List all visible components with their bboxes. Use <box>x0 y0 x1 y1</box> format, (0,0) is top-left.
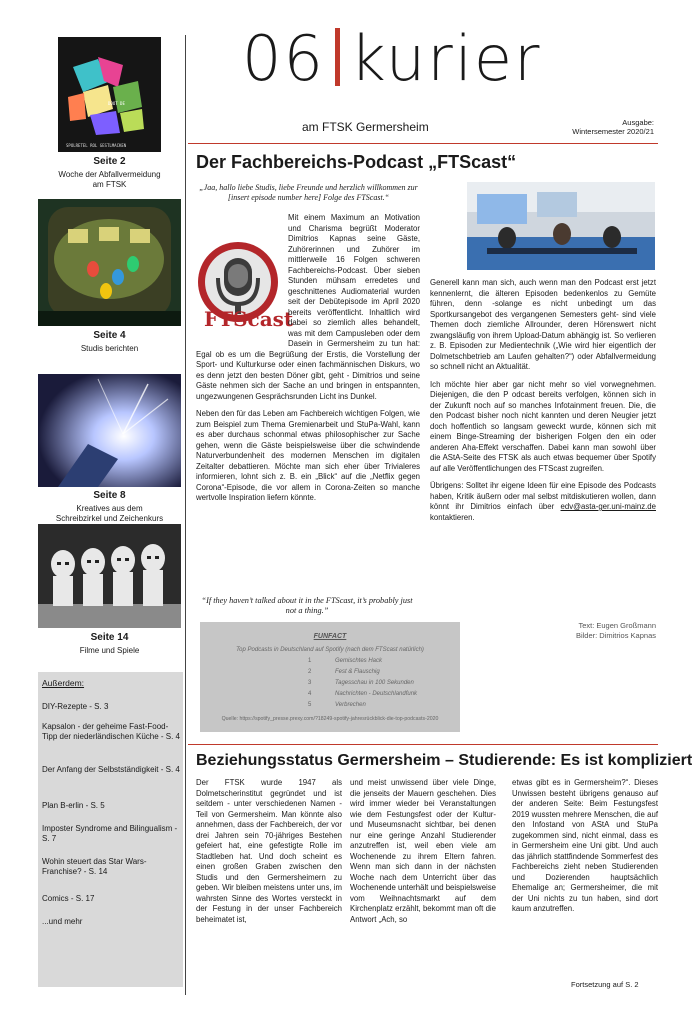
sidebar-item-sub: am FTSK <box>92 180 127 189</box>
masthead-subtitle: am FTSK Germersheim <box>302 120 429 134</box>
masthead <box>242 22 642 95</box>
article1-credits <box>528 621 656 641</box>
creative-thumbnail <box>38 374 181 487</box>
cover-top-text: DOOT DE <box>108 101 125 106</box>
article1-paragraph: Mit einem Maximum an Motivation und Charisma begrüßt Moderator Dimitrios Kapnas seine Gäste, Zuhörerinnen und Zuhörer im mittlerweile 16 Folgen schweren Fachbereichs-Podcast. Über sieben Stunden mühsam erredetes und geschnittenes Audiomaterial wurden seit der Debütepisode im April 2020 bereits veröffentlicht. Inhaltlich wird dabei so ziemlich alles behandelt, was mit dem Campusleben oder dem Dasein in Germersheim zu tun hat: Egal ob es um die Begrüßung der Erstis, die Vorstellung der Sport- und Kulturkurse oder einen fachmännischen Diskurs, wo es denn jetzt den besten Döner gibt, geht - Dimitrios und seine Gäste nehmen sich der Sache an und bringen in entspannten, ungezwungenen Gesprächsrunden Licht ins Dunkel. <box>196 213 420 401</box>
stormtrooper-thumbnail <box>38 524 181 628</box>
funfact-box <box>200 622 460 732</box>
sidebar-item-sub: Filme und Spiele <box>79 646 140 655</box>
issue-info <box>560 118 654 136</box>
game-thumbnail-studis <box>38 199 181 326</box>
contact-text: Übrigens: Solltet ihr eigene Ideen für eine Episode des Podcasts haben, Kritik äußern oder mal selbst mitdiskutieren wollen, dann könnt ihr Dimitrios einfach über <box>430 481 656 511</box>
contact-end: kontaktieren. <box>430 512 475 522</box>
issue-label: Ausgabe: <box>622 118 654 127</box>
article1-pullquote: “If they haven’t talked about it in the FTScast, it’s probably just not a thing.” <box>201 596 413 615</box>
sidebar-item-title: Seite 2 <box>93 156 126 167</box>
funfact-podcast: Fest & Flauschig <box>335 669 380 675</box>
article2-col2: und meist unwissend über viele Dinge, die jenseits der Mauern geschehen. Dies wird immer wieder bei Veranstaltungen wie dem Festungsfest oder der Kultur- und Museumsnacht sichtbar, bei denen nur eine geringe Anzahl Studierender anzutreffen ist, weil eben viele am Wochenende zu ihrem Eltern fahren. Wenn man sich dann in der nächsten Woche nach dem Unterricht über das Wochenende unterhält und beispielsweise vom Weihnachtsmarkt auf dem Kirchenplatz erzählt, bekommt man oft die Antwort „Ach, so <box>350 778 496 924</box>
cover-thumbnail-abfall <box>38 37 181 152</box>
contents-item: Wohin steuert das Star Wars-Franchise? - S. 14 <box>42 857 147 876</box>
article1-paragraph <box>430 481 656 523</box>
masthead-left: 06 <box>242 22 325 95</box>
cover-bottom-text: SPOLRETEL ROL GESTLMACKEN <box>66 143 127 148</box>
contents-box <box>38 672 183 987</box>
contents-item: Plan B-erlin - S. 5 <box>42 801 105 810</box>
article2-col1: Der FTSK wurde 1947 als Dolmetscherinstitut gegründet und ist seitdem - unter verschiedenen Namen - Teil von Germersheim. Man könnte also annehmen, dass der Fachbereich, der vor drei Jahren sein 70-jähriges Bestehen gefeiert hat, eine gefestigte Rolle im Stadtleben hat. Und doch scheint es einen großen Graben zwischen den Studis und den Germersheimern zu geben. Wir bleiben meistens unter uns, im wahrsten Sinne des Wortes versteckt in der Festung in der unser Fachbereich beheimatet ist, <box>196 778 342 924</box>
article-divider <box>188 744 658 745</box>
contents-item: Comics - S. 17 <box>42 894 95 903</box>
article1-col2 <box>430 278 656 530</box>
logo-float <box>196 213 288 341</box>
sidebar-divider <box>185 35 186 995</box>
funfact-rank: 4 <box>308 691 312 697</box>
sidebar-item-sub: Studis berichten <box>80 344 139 353</box>
funfact-podcast: Nachrichten - Deutschlandfunk <box>335 691 418 697</box>
masthead-bar <box>335 28 340 86</box>
contents-item: DIY-Rezepte - S. 3 <box>42 702 109 711</box>
funfact-podcast: Gemischtes Hack <box>335 658 383 664</box>
logo-text: FTScast <box>204 307 294 331</box>
sidebar-item-title: Seite 8 <box>93 490 126 501</box>
article1-col1 <box>196 213 420 511</box>
article1-paragraph: Generell kann man sich, auch wenn man den Podcast erst jetzt kennenlernt, die älteren Episoden bedenkenlos zu Gemüte führen, denn -solange es nicht unbedingt um das Sportkursangebot des vergangenen Semesters geht- sind viele Themen doch ziemliche Allrounder, deren Hörenswert nicht zwangsläufig von ihrem Upload-Datum abhängig ist. So verlieren z. B. Episoden zur Medientechnik („Wie wird hier eigentlich der Dolmetschbetrieb am Laufen gehalten?“) oder Abfallvermeidung so schnell nicht an Aktualität. <box>430 278 656 371</box>
funfact-rank: 3 <box>308 680 312 686</box>
contents-item: Der Anfang der Selbstständigkeit - S. 4 <box>42 765 180 774</box>
article1-paragraph: Ich möchte hier aber gar nicht mehr so viel vorwegnehmen. Diejenigen, die den P odcast bereits verfolgen, können sich in der Zukunft noch auf so manches Infotainment freuen. Die, die den Podcast bisher noch nicht kannten und deren Neugier jetzt doch hoffentlich so langsam geweckt wurde, können sich mit einem Binge-Streaming der bisherigen Folgen den ein oder anderen Aha-Effekt verschaffen. Dabei kann man sowohl über die AStA-Seite des FTSK als auch etwas bequemer über Spotify auf alle Veröffentlichungen des FTScast zugreifen. <box>430 379 656 473</box>
continued-note: Fortsetzung auf S. 2 <box>571 980 639 989</box>
sidebar-item-sub: Schreibzirkel und Zeichenkurs <box>55 514 164 523</box>
funfact-title: FUNFACT <box>313 633 347 640</box>
credit-images: Bilder: Dimitrios Kapnas <box>575 631 656 640</box>
article2-col3: etwas gibt es in Germersheim?“. Dieses Unwissen besteht übrigens genauso auf der anderen Seite: Beim Festungsfest 2019 wussten mehrere Menschen, die auf den Infostand von AStA und StuPa zugekommen sind, nicht einmal, dass es in Germersheim eine Uni gibt. Und auch das jährlich stattfindende Sommerfest des Fachbereichs zieht neben Studierenden und Dozierenden hauptsächlich Ehemalige an; Germersheimer, die mit der Uni nichts zu tun haben, sind dort kaum anzutreffen. <box>512 778 658 913</box>
article2-title: Beziehungsstatus Germersheim – Studierende: Es ist kompliziert <box>196 752 692 769</box>
funfact-subtitle: Top Podcasts in Deutschland auf Spotify (nach dem FTScast natürlich) <box>236 647 424 653</box>
funfact-podcast: Verbrechen <box>335 702 366 708</box>
podcast-photo <box>467 182 655 270</box>
funfact-rank: 2 <box>308 669 312 675</box>
email-link[interactable]: edv@asta-ger.uni-mainz.de <box>560 502 656 511</box>
sidebar-item-sub: Kreatives aus dem <box>76 504 143 513</box>
funfact-rank: 1 <box>308 658 312 664</box>
sidebar-item-sub: Woche der Abfallvermeidung <box>58 170 161 179</box>
contents-item: ...und mehr <box>42 917 83 926</box>
contents-item: Kapsalon - der geheime Fast-Food-Tipp der niederländischen Küche - S. 4 <box>42 722 181 741</box>
sidebar-item-title: Seite 14 <box>90 632 129 643</box>
funfact-source: Quelle: https://spotify_presse.prexy.com/?18249-spotify-jahresrückblick-die-top-podcasts-2020 <box>221 716 439 722</box>
contents-item: Imposter Syndrome and Bilingualism - S. 7 <box>42 824 178 843</box>
masthead-right: kurier <box>349 22 542 95</box>
credit-text: Text: Eugen Großmann <box>578 621 656 630</box>
sidebar-item-title: Seite 4 <box>93 330 126 341</box>
funfact-rank: 5 <box>308 702 312 708</box>
article1-title: Der Fachbereichs-Podcast „FTScast“ <box>196 152 517 172</box>
header-rule <box>188 143 658 144</box>
article1-paragraph: Neben den für das Leben am Fachbereich wichtigen Folgen, wie zum Beispiel zum Thema Gremienarbeit und StuPa-Wahl, kann es aber durchaus schonmal etwas philosophischer zur Sache gehen, wenn die Gäste beispielsweise über die schwindende Naturverbundenheit des modernen Menschen im digitalen Zeitalter debattieren. Möchte man sich eher über Trivialeres informieren, lohnt sich z. B. ein „Blick“ auf die „Netflix gegen Corona“-Episode, die vor allem in Corona-Zeiten so manche wertvolle Inspiration liefern könnte. <box>196 409 420 502</box>
article1-quote: „Jaa, hallo liebe Studis, liebe Freunde und herzlich willkommen zur [insert episode number here] Folge des FTScast.“ <box>199 183 418 202</box>
issue-value: Wintersemester 2020/21 <box>572 127 654 136</box>
contents-heading: Außerdem: <box>42 678 85 688</box>
funfact-podcast: Tagesschau in 100 Sekunden <box>335 680 414 686</box>
